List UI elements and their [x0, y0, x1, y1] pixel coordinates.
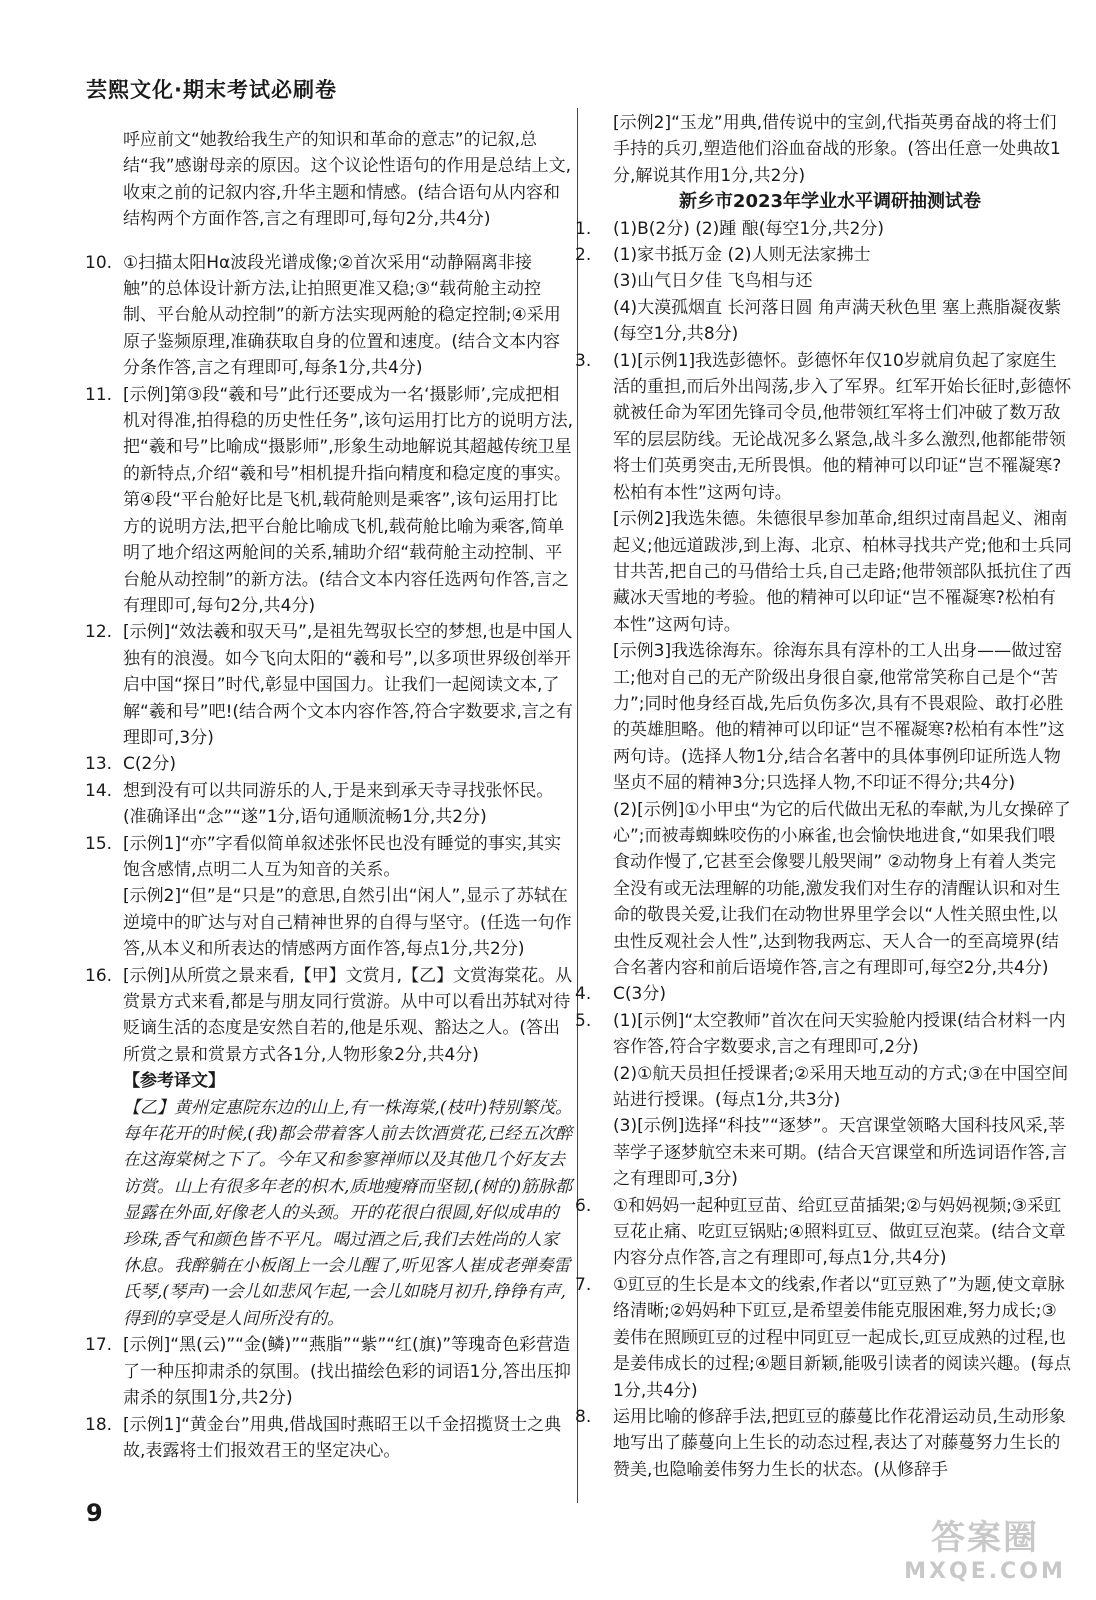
answer-r3-example-3: [示例3]我选徐海东。徐海东具有淳朴的工人出身——做过窑工;他对自己的无产阶级出身很自豪,他常常笑称自己是个“苦力”;同时他身经百战,先后负伤多次,具有不畏艰险、敢打必胜的英雄胆略。他的精神可以印证“岂不罹凝寒?松柏有本性”这两句诗。(选择人物1分,结合名著中的具体事例印证所选人物坚贞不屈的精神3分;只选择人物,不印证不得分;共4分) — [613, 641, 1065, 794]
answer-text: 想到没有可以共同游乐的人,于是来到承天寺寻找张怀民。(准确译出“念”“遂”1分,语句通顺流畅1分,共2分) — [123, 780, 554, 828]
item-number: 6. — [575, 1195, 592, 1216]
answer-item-17 — [85, 1332, 574, 1411]
answer-r2-part3: (3)山气日夕佳 飞鸟相与还 — [613, 271, 813, 292]
answer-r3-example-2: [示例2]我选朱德。朱德很早参加革命,组织过南昌起义、湘南起义;他远道跋涉,到上海、北京、柏林寻找共产党;他和士兵同甘共苦,把自己的马借给士兵,自己走路;他带领部队抵抗住了西藏冰天雪地的考验。他的精神可以印证“岂不罹凝寒?松柏有本性”这两句诗。 — [613, 509, 1072, 635]
item-number: 4. — [575, 984, 592, 1005]
item-number: 5. — [575, 1010, 592, 1031]
answer-r5 — [575, 1008, 1072, 1061]
answer-r8 — [575, 1404, 1072, 1483]
answer-text: (1)[示例]“太空教师”首次在问天实验舱内授课(结合材料一内容作答,符合字数要求,言之有理即可,2分) — [613, 1010, 1066, 1058]
item-number: 2. — [575, 245, 592, 266]
reference-translation-text: 【乙】黄州定惠院东边的山上,有一株海棠,(枝叶)特别繁茂。每年花开的时候,(我)都会带着客人前去饮酒赏花,已经五次醉在这海棠树之下了。今年又和参寥禅师以及其他几个好友去访赏。山上有很多年老的枳木,质地瘦瘠而坚韧,(树的)筋脉都显露在外面,好像老人的头颈。开的花很白很圆,好似成串的珍珠,香气和颜色皆不平凡。喝过酒之后,我们去姓尚的人家休息。我醉躺在小板阁上一会儿醒了,听见客人崔成老弹奏雷氏琴,(琴声)一会儿如悲风乍起,一会儿如晓月初升,铮铮有声,得到的享受是人间所没有的。 — [123, 1097, 573, 1329]
reference-translation-title: 【参考译文】 — [123, 1071, 225, 1092]
item-number: 12. — [85, 622, 113, 643]
answer-text: C(3分) — [613, 984, 666, 1005]
item-number: 14. — [85, 780, 113, 801]
item-number: 7. — [575, 1274, 592, 1295]
item-number: 10. — [85, 252, 113, 273]
item-number: 11. — [85, 384, 113, 405]
answer-r2-part4: (4)大漠孤烟直 长河落日圆 角声满天秋色里 塞上燕脂凝夜紫(每空1分,共8分) — [613, 297, 1062, 345]
answer-r2 — [575, 242, 1072, 268]
answer-r6 — [575, 1193, 1072, 1272]
item-number: 18. — [85, 1414, 113, 1435]
answer-r3-part2: (2)[示例]①小甲虫“为它的后代做出无私的奉献,为儿女操碎了心”;而被毒蜘蛛咬伤的小麻雀,也会愉快地进食,“如果我们喂食动作慢了,它甚至会像婴儿般哭闹” ②动物身上有着人类完全没有或无法理解的功能,激发我们对生存的清醒认识和对生命的敬畏关爱,让我们在动物世界里学会以“人性关照虫性,以虫性反观社会人性”,达到物我两忘、天人合一的至高境界(结合名著内容和前后语境作答,言之有理即可,每空2分,共4分) — [613, 799, 1071, 978]
answer-text: 运用比喻的修辞手法,把豇豆的藤蔓比作花滑运动员,生动形象地写出了藤蔓向上生长的动态过程,表达了对藤蔓努力生长的赞美,也隐喻姜伟努力生长的状态。(从修辞手 — [613, 1406, 1066, 1480]
watermark-logo-text: 答案圈 — [931, 1518, 1039, 1558]
answer-item-14 — [85, 778, 574, 831]
item-number: 16. — [85, 965, 113, 986]
page-number: 9 — [86, 1499, 103, 1527]
answer-r7 — [575, 1272, 1072, 1404]
answer-text: (1)[示例1]我选彭德怀。彭德怀年仅10岁就肩负起了家庭生活的重担,而后外出闯荡,步入了军界。红军开始长征时,彭德怀就被任命为军团先锋司令员,他带领红军将士们冲破了数万敌军的层层防线。无论战况多么紧急,战斗多么激烈,他都能带领将士们英勇突击,无所畏惧。他的精神可以印证“岂不罹凝寒?松柏有本性”这两句诗。 — [613, 350, 1072, 503]
answer-item-13 — [85, 751, 574, 777]
item-number: 13. — [85, 754, 113, 775]
answer-item-10 — [85, 250, 574, 382]
answer-item-18 — [85, 1412, 574, 1465]
answer-r5-part3: (3)[示例]选择“科技”“逐梦”。天宫课堂领略大国科技风采,莘莘学子逐梦航空未来可期。(结合天宫课堂和所选词语作答,言之有理即可,3分) — [613, 1116, 1068, 1190]
item-9-continuation: 呼应前文“她教给我生产的知识和革命的意志”的记叙,总结“我”感谢母亲的原因。这个议论性语句的作用是总结上文,收束之前的记叙内容,升华主题和情感。(结合语句从内容和结构两个方面作答,言之有理即可,每句2分,共4分) — [123, 130, 572, 230]
answer-text: (1)家书抵万金 (2)人则无法家拂士 — [613, 245, 871, 266]
answer-r4 — [575, 981, 1072, 1007]
item-number: 3. — [575, 350, 592, 371]
answer-text: [示例]第③段“羲和号”此行还要成为一名‘摄影师’,完成把相机对得准,拍得稳的历史性任务”,该句运用打比方的说明方法,把“羲和号”比喻成“摄影师”,形象生动地解说其超越传统卫星的新特点,介绍“羲和号”相机提升指向精度和稳定度的事实。第④段“平台舱好比是飞机,载荷舱则是乘客”,该句运用打比方的说明方法,把平台舱比喻成飞机,载荷舱比喻为乘客,简单明了地介绍这两舱间的关系,辅助介绍“载荷舱主动控制、平台舱从动控制”的新方法。(结合文本内容任选两句作答,言之有理即可,每句2分,共4分) — [123, 384, 574, 616]
watermark-logo — [900, 1518, 1070, 1590]
item-number: 8. — [575, 1406, 592, 1427]
right-column — [575, 110, 1072, 1483]
watermark-url: MXQE.COM — [904, 1559, 1066, 1584]
running-header: 芸熙文化·期末考试必刷卷 — [86, 78, 337, 102]
answer-text: [示例1]“亦”字看似简单叙述张怀民也没有睡觉的事实,其实饱含感情,点明二人互为知音的关系。 — [123, 833, 562, 880]
item-number: 15. — [85, 833, 113, 854]
answer-text: [示例]“效法羲和驭天马”,是祖先驾驭长空的梦想,也是中国人独有的浪漫。如今飞向太阳的“羲和号”,以多项世界级创举开启中国“探日”时代,彰显中国国力。让我们一起阅读文本,了解“羲和号”吧!(结合两个文本内容作答,符合字数要求,言之有理即可,3分) — [123, 622, 573, 748]
answer-text: ①和妈妈一起种豇豆苗、给豇豆苗插架;②与妈妈视频;③采豇豆花止痛、吃豇豆锅贴;④照料豇豆、做豇豆泡菜。(结合文章内容分点作答,言之有理即可,每点1分,共4分) — [613, 1195, 1066, 1269]
answer-text: [示例]从所赏之景来看,【甲】文赏月,【乙】文赏海棠花。从赏景方式来看,都是与朋友同行赏游。从中可以看出苏轼对待贬谪生活的态度是安然自若的,他是乐观、豁达之人。(答出所赏之景和赏景方式各1分,人物形象2分,共4分) — [123, 965, 573, 1065]
answer-text: (1)B(2分) (2)踵 酿(每空1分,共2分) — [613, 218, 885, 239]
answer-r1 — [575, 216, 1072, 242]
answer-item-16 — [85, 963, 574, 1069]
left-column — [85, 110, 574, 1464]
answer-text: [示例1]“黄金台”用典,借战国时燕昭王以千金招揽贤士之典故,表露将士们报效君王的坚定决心。 — [123, 1414, 562, 1461]
answer-item-11 — [85, 382, 574, 620]
item-number: 17. — [85, 1335, 113, 1356]
item-number: 1. — [575, 218, 592, 239]
answer-r3 — [575, 348, 1072, 506]
item-18-continuation: [示例2]“玉龙”用典,借传说中的宝剑,代指英勇奋战的将士们手持的兵刃,塑造他们浴血奋战的形象。(答出任意一处典故1分,解说其作用1分,共2分) — [613, 113, 1061, 186]
exam-title: 新乡市2023年学业水平调研抽测试卷 — [678, 191, 982, 213]
answer-item-15 — [85, 831, 574, 884]
answer-text: [示例]“黑(云)”“金(鳞)”“燕脂”“紫”“红(旗)”等瑰奇色彩营造了一种压抑肃杀的氛围。(找出描绘色彩的词语1分,答出压抑肃杀的氛围1分,共2分) — [123, 1335, 571, 1409]
answer-item-15-example-2: [示例2]“但”是“只是”的意思,自然引出“闲人”,显示了苏轼在逆境中的旷达与对自己精神世界的自得与坚守。(任选一句作答,从本义和所表达的情感两方面作答,每点1分,共2分) — [123, 886, 572, 960]
answer-text: C(2分) — [123, 754, 176, 775]
answer-text: ①扫描太阳Hα波段光谱成像;②首次采用“动静隔离非接触”的总体设计新方法,让拍照更准又稳;③“载荷舱主动控制、平台舱从动控制”的新方法实现两舱的稳定控制;④采用原子鉴频原理,准确获取自身的位置和速度。(结合文本内容分条作答,言之有理即可,每条1分,共4分) — [123, 252, 561, 379]
answer-item-12 — [85, 619, 574, 751]
answer-text: ①豇豆的生长是本文的线索,作者以“豇豆熟了”为题,使文章脉络清晰;②妈妈种下豇豆,是希望姜伟能克服困难,努力成长;③姜伟在照顾豇豆的过程中同豇豆一起成长,豇豆成熟的过程,也是姜伟成长的过程;④题目新颖,能吸引读者的阅读兴趣。(每点1分,共4分) — [613, 1274, 1072, 1401]
answer-r5-part2: (2)①航天员担任授课者;②采用天地互动的方式;③在中国空间站进行授课。(每点1分,共3分) — [613, 1063, 1069, 1111]
